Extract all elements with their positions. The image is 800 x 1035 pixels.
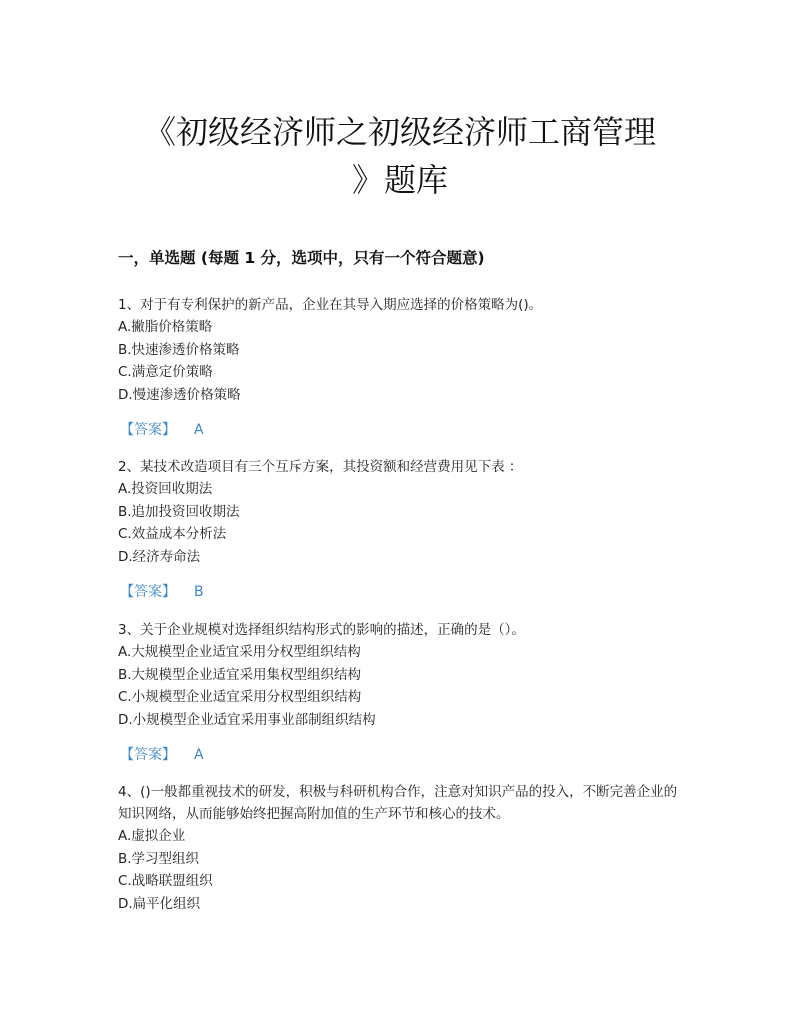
question-stem: 3、关于企业规模对选择组织结构形式的影响的描述，正确的是（）。: [118, 622, 525, 638]
question-1: [118, 294, 698, 406]
option-c: C.满意定价策略: [118, 364, 213, 380]
answer-value: A: [194, 422, 204, 438]
question-stem: 1、对于有专利保护的新产品，企业在其导入期应选择的价格策略为()。: [118, 297, 543, 313]
answer-label: 【答案】: [120, 747, 176, 763]
option-a: A.虚拟企业: [118, 828, 186, 844]
option-a: A.撇脂价格策略: [118, 319, 213, 335]
option-a: A.投资回收期法: [118, 481, 213, 497]
question-2: [118, 456, 698, 568]
option-a: A.大规模型企业适宜采用分权型组织结构: [118, 644, 361, 660]
option-c: C.战略联盟组织: [118, 873, 213, 889]
option-c: C.小规模型企业适宜采用分权型组织结构: [118, 689, 362, 705]
option-b: B.追加投资回收期法: [118, 503, 240, 520]
question-3: [118, 619, 698, 731]
question-stem: 2、某技术改造项目有三个互斥方案，其投资额和经营费用见下表 ：: [118, 459, 523, 475]
document-title: [80, 108, 720, 204]
option-d: D.慢速渗透价格策略: [118, 386, 241, 403]
option-b: B.大规模型企业适宜采用集权型组织结构: [118, 666, 362, 683]
option-d: D.小规模型企业适宜采用事业部制组织结构: [118, 711, 376, 728]
option-d: D.扁平化组织: [118, 895, 201, 912]
title-line-2: 》题库: [351, 161, 448, 199]
answer-2: [120, 581, 204, 603]
question-4: [118, 781, 688, 915]
answer-label: 【答案】: [120, 422, 176, 438]
answer-value: A: [194, 747, 204, 763]
answer-3: [120, 744, 204, 766]
option-c: C.效益成本分析法: [118, 526, 227, 542]
option-b: B.快速渗透价格策略: [118, 341, 240, 358]
answer-1: [120, 419, 204, 441]
answer-value: B: [194, 584, 204, 600]
option-d: D.经济寿命法: [118, 548, 201, 565]
title-line-1: 《初级经济师之初级经济师工商管理: [143, 113, 656, 151]
answer-label: 【答案】: [120, 584, 176, 600]
question-stem: 4、()一般都重视技术的研发，积极与科研机构合作，注意对知识产品的投入，不断完善企业的知识网络，从而能够始终把握高附加值的生产环节和核心的技术。: [118, 784, 678, 822]
section-heading: 一，单选题 (每题 1 分，选项中，只有一个符合题意): [118, 249, 485, 267]
option-b: B.学习型组织: [118, 850, 200, 867]
